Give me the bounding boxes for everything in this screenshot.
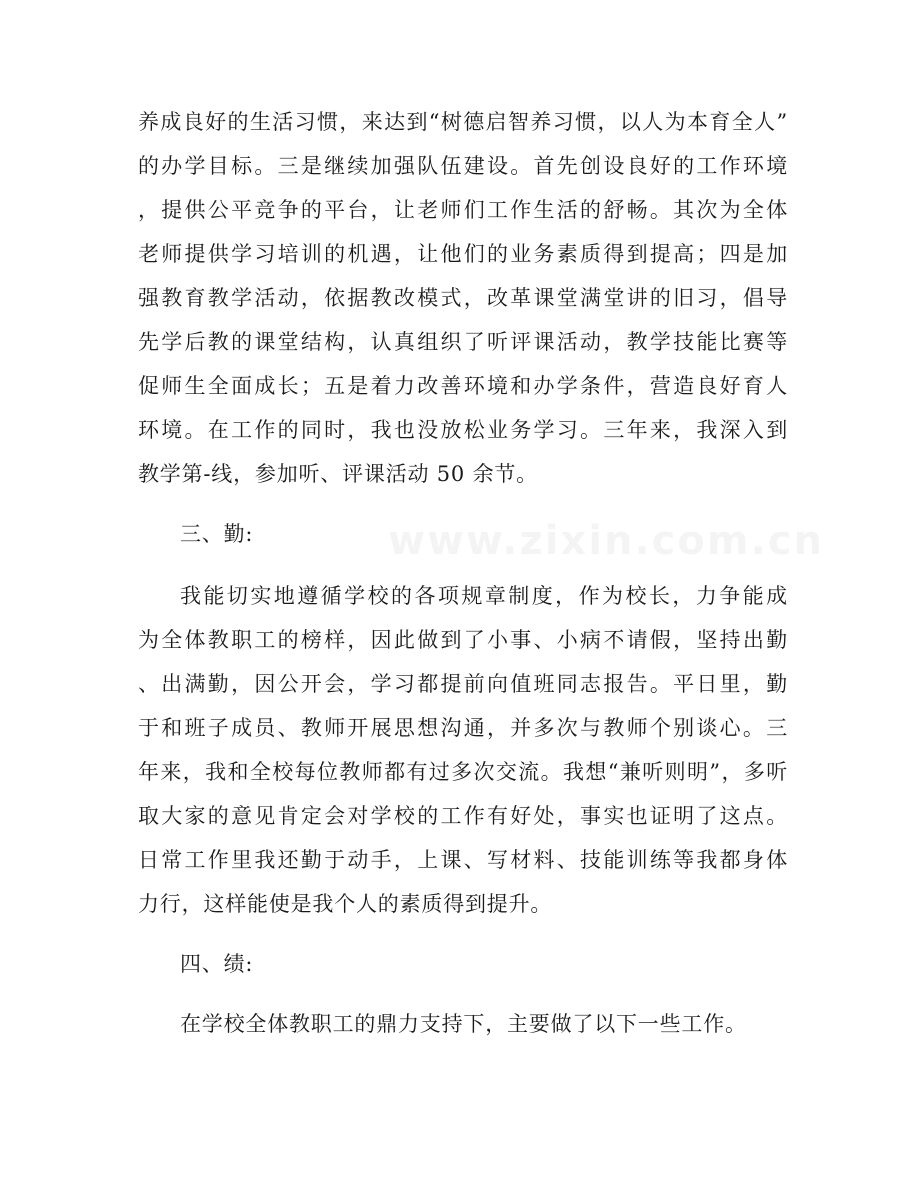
text-line: 取大家的意见肯定会对学校的工作有好处，事实也证明了这点。 [138, 804, 788, 828]
text-line: 在学校全体教职工的鼎力支持下，主要做了以下一些工作。 [180, 1012, 747, 1036]
text-line: 日常工作里我还勤于动手，上课、写材料、技能训练等我都身体 [138, 848, 788, 872]
text-line: 我能切实地遵循学校的各项规章制度，作为校长，力争能成 [180, 584, 788, 608]
text-line: ，提供公平竞争的平台，让老师们工作生活的舒畅。其次为全体 [138, 198, 788, 222]
text-line: 于和班子成员、教师开展思想沟通，并多次与教师个别谈心。三 [138, 716, 788, 740]
text-line: 先学后教的课堂结构，认真组织了听评课活动，教学技能比赛等 [138, 330, 788, 354]
text-line: 、出满勤，因公开会，学习都提前向值班同志报告。平日里，勤 [138, 672, 788, 696]
text-line: 老师提供学习培训的机遇，让他们的业务素质得到提高；四是加 [138, 242, 788, 266]
text-line: 力行，这样能使是我个人的素质得到提升。 [138, 892, 553, 916]
text-line: 环境。在工作的同时，我也没放松业务学习。三年来，我深入到 [138, 418, 788, 442]
text-line: 强教育教学活动，依据教改模式，改革课堂满堂讲的旧习，倡导 [138, 286, 788, 310]
text-line: 的办学目标。三是继续加强队伍建设。首先创设良好的工作环境 [138, 154, 788, 178]
text-line: 为全体教职工的榜样，因此做到了小事、小病不请假，坚持出勤 [138, 628, 788, 652]
text-line: 教学第-线，参加听、评课活动 50 余节。 [138, 462, 538, 486]
text-line: 促师生全面成长；五是着力改善环境和办学条件，营造良好育人 [138, 374, 788, 398]
text-line: 年来，我和全校每位教师都有过多次交流。我想“兼听则明”，多听 [138, 760, 788, 784]
section-heading-qin: 三、勤: [180, 522, 254, 546]
section-heading-ji: 四、绩: [180, 952, 254, 976]
text-line: 养成良好的生活习惯，来达到“树德启智养习惯，以人为本育全人” [138, 110, 788, 134]
